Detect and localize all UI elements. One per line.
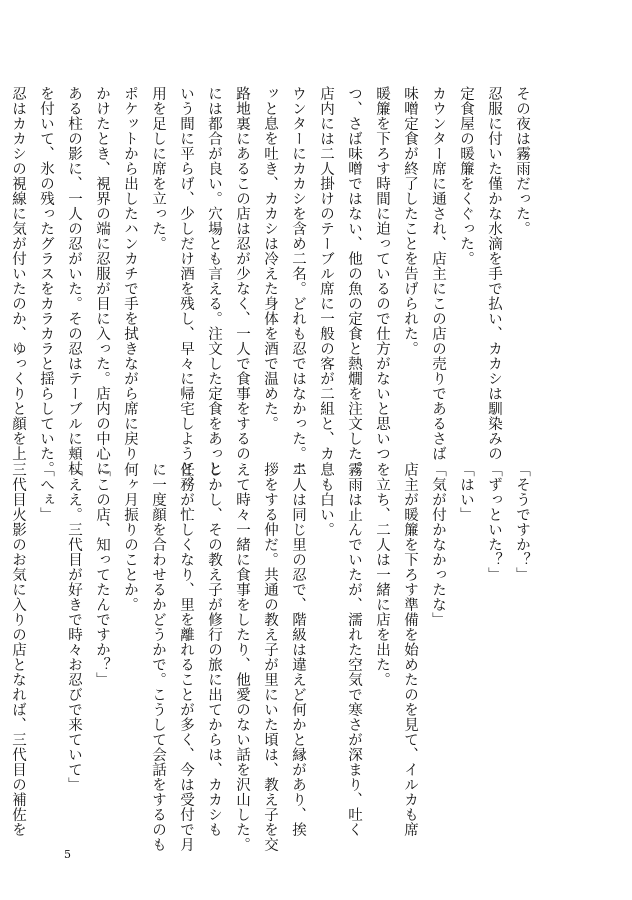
text-line: 店主が暖簾を下ろす準備を始めたのを見て、イルカも席 <box>402 462 418 837</box>
text-line: 路地裏にあるこの店は忍が少なく、一人で食事をするの <box>234 86 250 461</box>
text-line: しかし、その教え子が修行の旅に出てからは、カカシも <box>206 462 222 837</box>
upper-text-block <box>0 86 536 491</box>
text-line: ポケットから出したハンカチで手を拭きながら席に戻り <box>122 86 138 461</box>
text-line: に一度顔を合わせるかどうかで。こうして会話をするのも <box>150 462 166 852</box>
text-line: かけたとき、視界の端に忍服が目に入った。店内の中心に <box>94 86 110 476</box>
lower-text-block <box>0 462 536 852</box>
text-line: いう間に平らげ、少しだけ酒を残し、早々に帰宅しようと、 <box>178 86 194 491</box>
text-line: 「そうですか？」 <box>514 462 530 582</box>
text-line: 味噌定食が終了したことを告げられた。 <box>402 86 418 356</box>
text-line: 「この店、知ってたんですか？」 <box>94 462 110 687</box>
page-number: 5 <box>64 848 71 861</box>
text-line: には都合が良い。穴場とも言える。注文した定食をあっと <box>206 86 222 476</box>
text-line: 暖簾を下ろす時間に迫っているので仕方がないと思いつ <box>374 86 390 461</box>
text-line: 店内には二人掛けのテーブル席に一般の客が二組と、カ <box>318 86 334 461</box>
text-line: 「ええ。三代目が好きで時々お忍びで来ていて」 <box>66 462 82 792</box>
text-line: 「へぇ」 <box>38 462 54 522</box>
text-line: ッと息を吐き、カカシは冷えた身体を酒で温めた。 <box>262 86 278 431</box>
text-line: ある柱の影に、一人の忍がいた。その忍はテーブルに頬杖 <box>66 86 82 476</box>
text-line: を立ち、二人は一緒に店を出た。 <box>374 462 390 687</box>
text-line: を付いて、氷の残ったグラスをカラカラと揺らしていた。 <box>38 86 54 476</box>
text-line: 任務が忙しくなり、里を離れることが多く、今は受付で月 <box>178 462 194 852</box>
text-line <box>0 462 4 792</box>
text-line: えて時々一緒に食事をしたり、他愛のない話を沢山した。 <box>234 462 250 852</box>
text-line: 二人は同じ里の忍で、階級は違えど何かと縁があり、挨 <box>290 462 306 837</box>
text-line: 霧雨は止んでいたが、濡れた空気で寒さが深まり、吐く <box>346 462 362 837</box>
text-line: 息も白い。 <box>318 462 334 537</box>
text-line: 忍服に付いた僅かな水滴を手で払い、カカシは馴染みの <box>486 86 502 461</box>
text-line: 「ずっといた？」 <box>486 462 502 582</box>
text-line: 定食屋の暖簾をくぐった。 <box>458 86 474 266</box>
text-line: 用を足しに席を立った。 <box>150 86 166 251</box>
text-line: 三代目火影のお気に入りの店となれば、三代目の補佐を <box>10 462 26 837</box>
text-line: 「はい」 <box>458 462 474 522</box>
text-line: 忍はカカシの視線に気が付いたのか、ゆっくりと顔を上 <box>10 86 26 461</box>
text-line: つ、さば味噌ではない、他の魚の定食と熱燗を注文した。 <box>346 86 362 476</box>
text-line: 何ヶ月振りのことか。 <box>122 462 138 612</box>
text-line: 拶をする仲だ。共通の教え子が里にいた頃は、教え子を交 <box>262 462 278 852</box>
text-line: ウンターにカカシを含め二名。どれも忍ではなかった。ホ <box>290 86 306 476</box>
text-line: その夜は霧雨だった。 <box>514 86 530 236</box>
text-line: 「気が付かなかったな」 <box>430 462 446 627</box>
text-line: カウンター席に通され、店主にこの店の売りであるさば <box>430 86 446 461</box>
